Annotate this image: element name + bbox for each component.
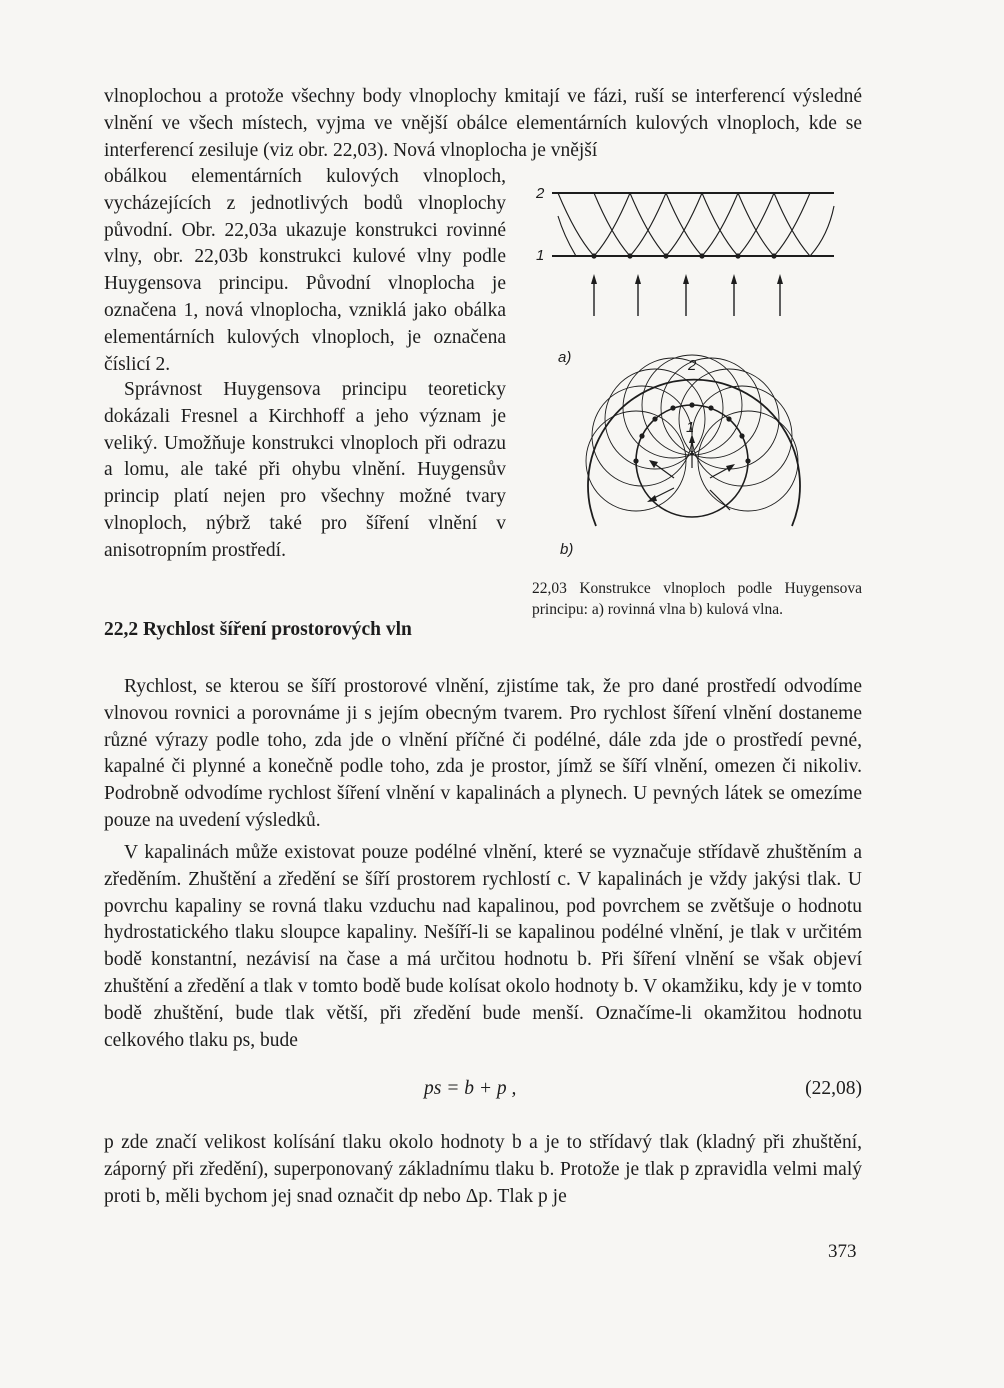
propagation-arrows-b	[650, 438, 732, 510]
arrowheads-a	[591, 274, 783, 284]
elementary-wavelets-a	[558, 193, 834, 256]
label-1-a: 1	[536, 247, 545, 264]
body-paragraph-1: Rychlost, se kterou se šíří prostorové vlnění, zjistíme tak, že pro dané prostředí odvodíme vlnovou rovnici a porovnáme ji s jejím obecným tvarem. Pro rychlost šíření vlnění dostaneme různé výrazy podle toho, zda jde o vlnění příčné či podélné, dále zda jde o prostředí pevné, kapalné či plynné a konečně podle toho, zda je prostor, jímž se šíří vlnění, omezen či nikoliv. Podrobně odvodíme rychlost šíření vlnění v kapalinách a plynech. U pevných látek se omezíme pouze na uvedení výsledků.	[104, 676, 862, 831]
new-spherical-wavefront	[588, 380, 800, 526]
equation-22-08	[104, 1078, 862, 1108]
huygens-diagram	[528, 176, 860, 576]
label-b: b)	[560, 541, 574, 558]
equation-formula: ps = b + p ,	[424, 1078, 517, 1099]
wrap-paragraph-2: Správnost Huygensova principu teoreticky dokázali Fresnel a Kirchhoff a jeho význam je veliký. Umožňuje konstrukci vlnoploch při odrazu a lomu, ale také při ohybu vlnění. Huygensův princip platí nejen pro všechny možné tvary vlnoploch, nýbrž také pro šíření vlnění v anisotropním prostředí.	[104, 379, 506, 561]
label-2-a: 2	[536, 185, 545, 202]
label-2-b: 2	[688, 357, 697, 374]
section-heading: 22,2 Rychlost šíření prostorových vln	[104, 619, 412, 640]
huygens-figure	[528, 176, 860, 576]
page-number: 373	[828, 1241, 857, 1262]
body-paragraph-3: p zde značí velikost kolísání tlaku okolo hodnoty b a je to střídavý tlak (kladný při zhuštění, záporný při zředění), superponovaný základnímu tlaku b. Protože je tlak p zpravidla velmi malý proti b, měli bychom jej snad označit dp nebo Δp. Tlak p je	[104, 1132, 862, 1207]
label-1-b: 1	[686, 419, 695, 436]
equation-number: (22,08)	[805, 1078, 862, 1099]
label-a: a)	[558, 349, 572, 366]
intro-paragraph: vlnoplochou a protože všechny body vlnoplochy kmitají ve fázi, ruší se interferencí výsledné vlnění ve všech místech, vyjma ve vnější obálce elementárních kulových vlnoploch, kde se interferencí zesiluje (viz obr. 22,03). Nová vlnoplocha je vnější	[104, 86, 862, 161]
figure-caption: 22,03 Konstrukce vlnoploch podle Huygensova principu: a) rovinná vlna b) kulová vlna.	[532, 580, 862, 618]
body-paragraph-2: V kapalinách může existovat pouze podélné vlnění, které se vyznačuje střídavě zhuštěním a zředěním. Zhuštění a zředění se šíří prostorem rychlostí c. V kapalinách je vždy jakýsi tlak. U povrchu kapaliny se rovná tlaku vzduchu nad kapalinou, pod povrchem se zvětšuje o hodnotu hydrostatického tlaku sloupce kapaliny. Nešíří-li se kapalinou podélné vlnění, je tlak v určitém bodě konstantní, nezávisí na čase a má určitou hodnotu b. Při šíření vlnění se však objeví zhuštění a zředění a tlak v tomto bodě bude kolísat okolo hodnoty b. V okamžiku, kdy je v tomto bodě zhuštění, bude tlak větší, při zředění bude menší. Označíme-li okamžitou hodnotu celkového tlaku ps, bude	[104, 842, 862, 1051]
wrap-paragraph-1: obálkou elementárních kulových vlnoploch, vycházejících z jednotlivých bodů vlnoplochy původní. Obr. 22,03a ukazuje konstrukci rovinné vlny, obr. 22,03b konstrukci kulové vlny podle Huygensova principu. Původní vlnoplocha je označena 1, nová vlnoplocha, vzniklá jako obálka elementárních kulových vlnoploch, je označena číslicí 2.	[104, 166, 506, 375]
